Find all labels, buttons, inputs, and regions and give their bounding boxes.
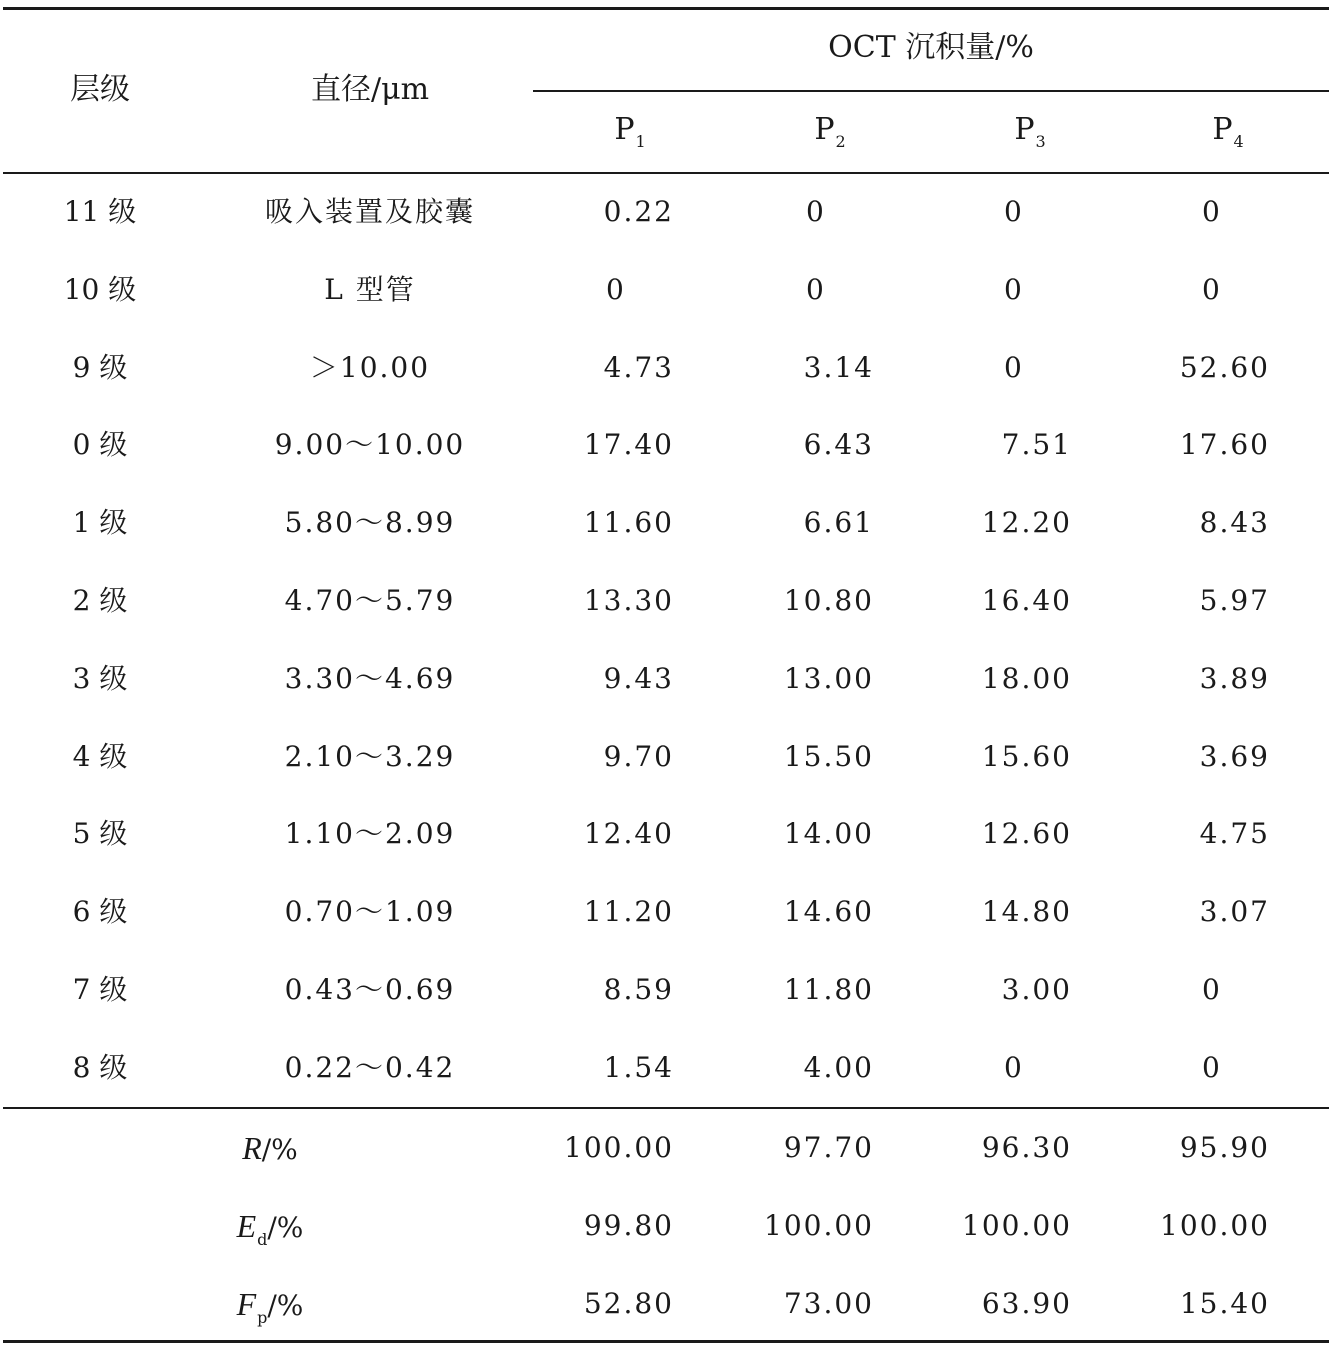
cell-p1: 17.40: [583, 428, 674, 461]
cell-p1: 11.20: [583, 895, 674, 928]
table-header-rule: [3, 172, 1329, 174]
header-p-sub: 2: [835, 132, 846, 151]
cell-p3: 12.60: [981, 817, 1072, 850]
cell-p3: 18.00: [981, 662, 1072, 695]
table-bottom-rule: [3, 1340, 1329, 1343]
cell-p2: 15.50: [783, 740, 874, 773]
cell-p4: 3.07: [1199, 895, 1270, 928]
cell-p2: 4.00: [803, 1051, 874, 1084]
row-diameter: 3.30～4.69: [284, 662, 456, 695]
cell-p4: 0: [1202, 1051, 1222, 1084]
cell-p1: 12.40: [583, 817, 674, 850]
row-level: 2 级: [72, 584, 128, 617]
header-p4: [1158, 110, 1298, 150]
row-level: 10 级: [63, 273, 137, 306]
row-level: 11 级: [63, 195, 137, 228]
row-diameter: 4.70～5.79: [284, 584, 456, 617]
cell-p2: 11.80: [783, 973, 874, 1006]
header-diameter: 直径/μm: [310, 72, 430, 107]
header-p2: [760, 110, 900, 150]
row-diameter: 0.22～0.42: [284, 1051, 456, 1084]
row-diameter: 1.10～2.09: [284, 817, 456, 850]
summary-symbol: R: [242, 1130, 262, 1166]
cell-p4: 0: [1202, 273, 1222, 306]
row-diameter: 2.10～3.29: [284, 740, 456, 773]
header-p-letter: P: [614, 112, 635, 147]
row-diameter: 5.80～8.99: [284, 506, 456, 539]
header-p-sub: 4: [1233, 132, 1244, 151]
summary-unit: /%: [267, 1211, 304, 1244]
cell-p1: 13.30: [583, 584, 674, 617]
cell-p4: 3.89: [1199, 662, 1270, 695]
group-header-rule: [533, 90, 1329, 92]
summary-cell-p2: 73.00: [783, 1287, 874, 1320]
header-p-letter: P: [1014, 112, 1035, 147]
cell-p3: 0: [1004, 351, 1024, 384]
summary-cell-p4: 95.90: [1179, 1131, 1270, 1164]
cell-p4: 17.60: [1179, 428, 1270, 461]
summary-cell-p1: 52.80: [583, 1287, 674, 1320]
row-diameter: ＞10.00: [309, 351, 431, 384]
summary-cell-p3: 100.00: [962, 1209, 1072, 1242]
summary-cell-p3: 63.90: [981, 1287, 1072, 1320]
row-level: 7 级: [72, 973, 128, 1006]
cell-p1: 9.43: [603, 662, 674, 695]
row-level: 9 级: [72, 351, 128, 384]
summary-subscript: p: [257, 1308, 268, 1327]
cell-p2: 10.80: [783, 584, 874, 617]
cell-p2: 6.61: [803, 506, 874, 539]
summary-label: [180, 1206, 360, 1249]
cell-p2: 14.60: [783, 895, 874, 928]
cell-p3: 14.80: [981, 895, 1072, 928]
cell-p3: 7.51: [1001, 428, 1072, 461]
header-p-sub: 1: [635, 132, 646, 151]
cell-p4: 4.75: [1199, 817, 1270, 850]
row-diameter: 9.00～10.00: [274, 428, 466, 461]
cell-p4: 52.60: [1179, 351, 1270, 384]
summary-cell-p4: 100.00: [1160, 1209, 1270, 1242]
summary-label: [180, 1128, 360, 1168]
cell-p4: 8.43: [1199, 506, 1270, 539]
cell-p1: 11.60: [583, 506, 674, 539]
cell-p1: 1.54: [603, 1051, 674, 1084]
cell-p1: 0.22: [603, 195, 674, 228]
summary-symbol: F: [236, 1286, 257, 1322]
summary-cell-p1: 100.00: [564, 1131, 674, 1164]
cell-p3: 0: [1004, 1051, 1024, 1084]
row-level: 4 级: [72, 740, 128, 773]
summary-cell-p1: 99.80: [583, 1209, 674, 1242]
header-p3: [960, 110, 1100, 150]
cell-p1: 8.59: [603, 973, 674, 1006]
row-diameter: 0.70～1.09: [284, 895, 456, 928]
cell-p3: 3.00: [1001, 973, 1072, 1006]
table-top-rule: [3, 7, 1329, 10]
header-p1: [560, 110, 700, 150]
cell-p1: 0: [606, 273, 626, 306]
summary-label: [180, 1284, 360, 1327]
cell-p3: 12.20: [981, 506, 1072, 539]
row-level: 3 级: [72, 662, 128, 695]
cell-p3: 0: [1004, 195, 1024, 228]
cell-p2: 14.00: [783, 817, 874, 850]
cell-p4: 3.69: [1199, 740, 1270, 773]
summary-subscript: d: [257, 1230, 268, 1249]
cell-p3: 16.40: [981, 584, 1072, 617]
header-group: OCT 沉积量/%: [828, 30, 1034, 65]
cell-p4: 0: [1202, 195, 1222, 228]
row-level: 5 级: [72, 817, 128, 850]
row-level: 0 级: [72, 428, 128, 461]
row-diameter: 吸入装置及胶囊: [264, 195, 475, 228]
table-summary-rule: [3, 1107, 1329, 1109]
cell-p2: 0: [806, 195, 826, 228]
summary-cell-p2: 97.70: [783, 1131, 874, 1164]
row-level: 8 级: [72, 1051, 128, 1084]
row-level: 6 级: [72, 895, 128, 928]
cell-p2: 13.00: [783, 662, 874, 695]
cell-p1: 9.70: [603, 740, 674, 773]
summary-unit: /%: [261, 1133, 298, 1166]
summary-unit: /%: [267, 1289, 304, 1322]
summary-cell-p3: 96.30: [981, 1131, 1072, 1164]
summary-cell-p4: 15.40: [1179, 1287, 1270, 1320]
cell-p3: 15.60: [981, 740, 1072, 773]
row-diameter: L 型管: [324, 273, 416, 306]
header-level: 层级: [70, 72, 130, 107]
cell-p2: 3.14: [803, 351, 874, 384]
summary-symbol: E: [236, 1208, 257, 1244]
row-level: 1 级: [72, 506, 128, 539]
cell-p2: 0: [806, 273, 826, 306]
cell-p1: 4.73: [603, 351, 674, 384]
header-p-letter: P: [1212, 112, 1233, 147]
header-p-letter: P: [814, 112, 835, 147]
cell-p3: 0: [1004, 273, 1024, 306]
cell-p4: 5.97: [1199, 584, 1270, 617]
header-p-sub: 3: [1035, 132, 1046, 151]
cell-p2: 6.43: [803, 428, 874, 461]
summary-cell-p2: 100.00: [764, 1209, 874, 1242]
row-diameter: 0.43～0.69: [284, 973, 456, 1006]
cell-p4: 0: [1202, 973, 1222, 1006]
